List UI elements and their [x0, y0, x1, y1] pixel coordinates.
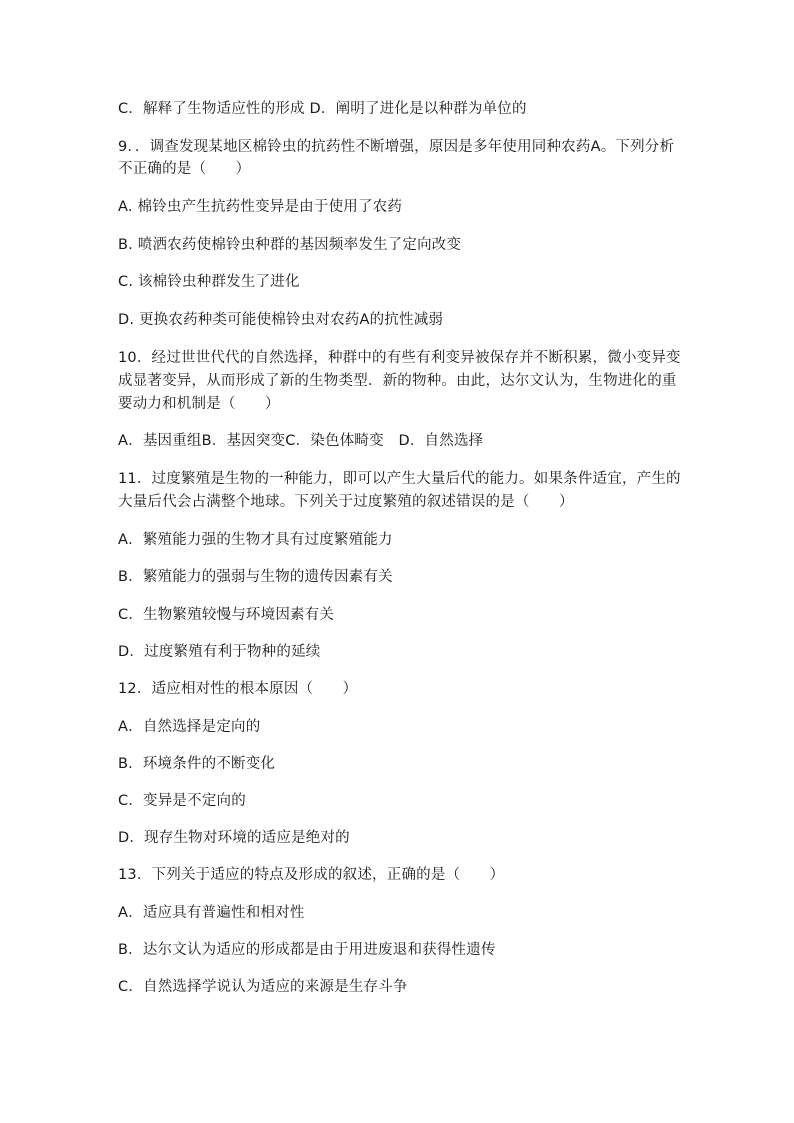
- q9-option-a: A. 棉铃虫产生抗药性变异是由于使用了农药: [118, 199, 403, 215]
- q11-option-c: C．生物繁殖较慢与环境因素有关: [118, 607, 335, 623]
- q9-option-b: B. 喷洒农药使棉铃虫种群的基因频率发生了定向改变: [118, 237, 462, 253]
- q12-option-c: C．变异是不定向的: [118, 793, 246, 809]
- q11-option-d: D．过度繁殖有利于物种的延续: [118, 644, 321, 660]
- q9-option-d: D. 更换农药种类可能使棉铃虫对农药A的抗性减弱: [118, 312, 444, 328]
- q8-option-cd: C．解释了生物适应性的形成 D．阐明了进化是以种群为单位的: [118, 101, 527, 117]
- q10-options: A．基因重组B．基因突变C．染色体畸变 D．自然选择: [118, 433, 484, 449]
- q11-stem-line-2: 大量后代会占满整个地球。下列关于过度繁殖的叙述错误的是（ ）: [118, 494, 574, 510]
- q9-option-c: C. 该棉铃虫种群发生了进化: [118, 274, 300, 290]
- q12-stem: 12．适应相对性的根本原因（ ）: [118, 681, 358, 697]
- q12-option-b: B．环境条件的不断变化: [118, 756, 276, 772]
- q12-option-a: A．自然选择是定向的: [118, 719, 261, 735]
- q9-stem-line-1: 9．．调查发现某地区棉铃虫的抗药性不断增强，原因是多年使用同种农药A。下列分析: [118, 139, 675, 155]
- q10-stem-line-1: 10．经过世世代代的自然选择，种群中的有些有利变异被保存并不断积累，微小变异变: [118, 350, 681, 366]
- q9-stem-line-2: 不正确的是（ ）: [118, 161, 251, 177]
- q13-option-a: A．适应具有普遍性和相对性: [118, 905, 305, 921]
- q11-option-b: B．繁殖能力的强弱与生物的遗传因素有关: [118, 569, 393, 585]
- q13-option-c: C．自然选择学说认为适应的来源是生存斗争: [118, 979, 408, 995]
- q13-option-b: B．达尔文认为适应的形成都是由于用进废退和获得性遗传: [118, 942, 496, 958]
- q11-option-a: A．繁殖能力强的生物才具有过度繁殖能力: [118, 532, 393, 548]
- q12-option-d: D．现存生物对环境的适应是绝对的: [118, 830, 350, 846]
- q10-stem-line-2: 成显著变异，从而形成了新的生物类型．新的物种。由此，达尔文认为，生物进化的重: [118, 373, 677, 389]
- q13-stem: 13．下列关于适应的特点及形成的叙述，正确的是（ ）: [118, 867, 505, 883]
- q10-stem-line-3: 要动力和机制是（ ）: [118, 396, 280, 412]
- q11-stem-line-1: 11．过度繁殖是生物的一种能力，即可以产生大量后代的能力。如果条件适宜，产生的: [118, 471, 681, 487]
